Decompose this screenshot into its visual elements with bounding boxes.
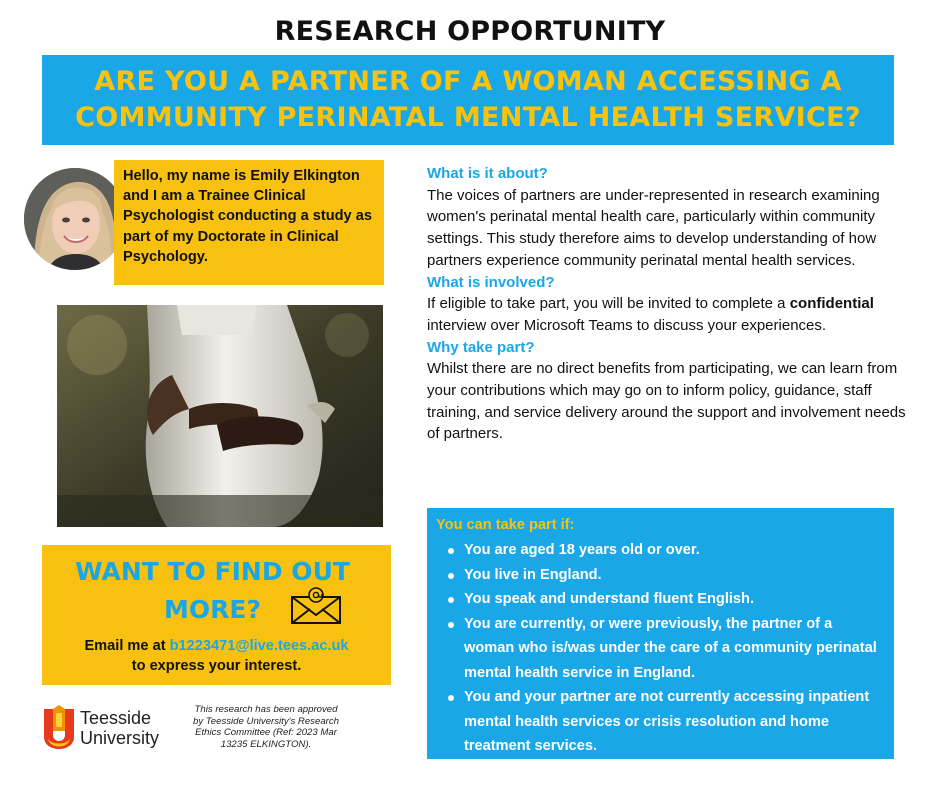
university-name [80,708,159,748]
headline-line-1: ARE YOU A PARTNER OF A WOMAN ACCESSING A [94,66,842,97]
logo-line-1: Teesside [80,708,152,728]
researcher-avatar [24,168,126,270]
eligibility-heading: You can take part if: [436,517,575,533]
teesside-flame-logo-icon [42,705,76,757]
answer-what-involved [427,293,913,336]
headline-banner [42,55,894,145]
headline-line-2: COMMUNITY PERINATAL MENTAL HEALTH SERVICE? [75,102,861,133]
email-link[interactable]: b1223471@live.tees.ac.uk [169,638,349,654]
email-prefix: Email me at [84,638,170,654]
question-what-involved: What is involved? [427,273,555,291]
eligibility-item: You are currently, or were previously, the partner of a woman who is/was under the care of a community perinatal mental health service in England. [436,612,884,686]
answer-why-take-part: Whilst there are no direct benefits from participating, we can learn from your contributions which may go on to inform policy, guidance, staff training, and service delivery around the support and involvement needs of partners. [427,360,906,443]
researcher-portrait-icon [24,168,126,270]
eligibility-item: You are aged 18 years old or over. [436,538,884,563]
answer-involved-part-1: If eligible to take part, you will be invited to complete a [427,295,790,313]
page-kicker: RESEARCH OPPORTUNITY [274,16,666,47]
logo-line-2: University [80,728,160,748]
cta-title-line-2: MORE? [164,595,261,624]
pregnant-belly-hands-icon [57,305,383,527]
eligibility-box [427,508,894,759]
question-why-take-part: Why take part? [427,338,535,356]
study-info [427,163,913,445]
answer-involved-part-2: interview over Microsoft Teams to discuss your experiences. [427,316,827,334]
pregnancy-photo [57,305,383,527]
confidential-emphasis: confidential [789,295,874,313]
cta-title-line-1: WANT TO FIND OUT [75,557,350,586]
university-logo [42,705,174,757]
ethics-approval-note: This research has been approved by Teesside University's Research Ethics Committee (Ref: 2023 Mar 13235 ELKINGTON). [193,704,339,750]
question-what-about: What is it about? [427,165,548,182]
eligibility-list [436,538,884,759]
contact-box [42,545,391,685]
email-suffix: to express your interest. [131,658,302,674]
cta-email-line [42,636,391,676]
answer-what-about: The voices of partners are under-represented in research examining women's perinatal mental health care, particularly within community settings. This study therefore aims to develop understanding of how partners experience community perinatal mental health services. [427,186,880,269]
envelope-at-icon [290,585,342,625]
eligibility-item: You speak and understand fluent English. [436,587,884,612]
researcher-intro: Hello, my name is Emily Elkington and I am a Trainee Clinical Psychologist conducting a study as part of my Doctorate in Clinical Psychology. [114,160,384,285]
eligibility-item: You and your partner are not currently accessing inpatient mental health services or crisis resolution and home treatment services. [436,685,884,759]
eligibility-item: You live in England. [436,563,884,588]
